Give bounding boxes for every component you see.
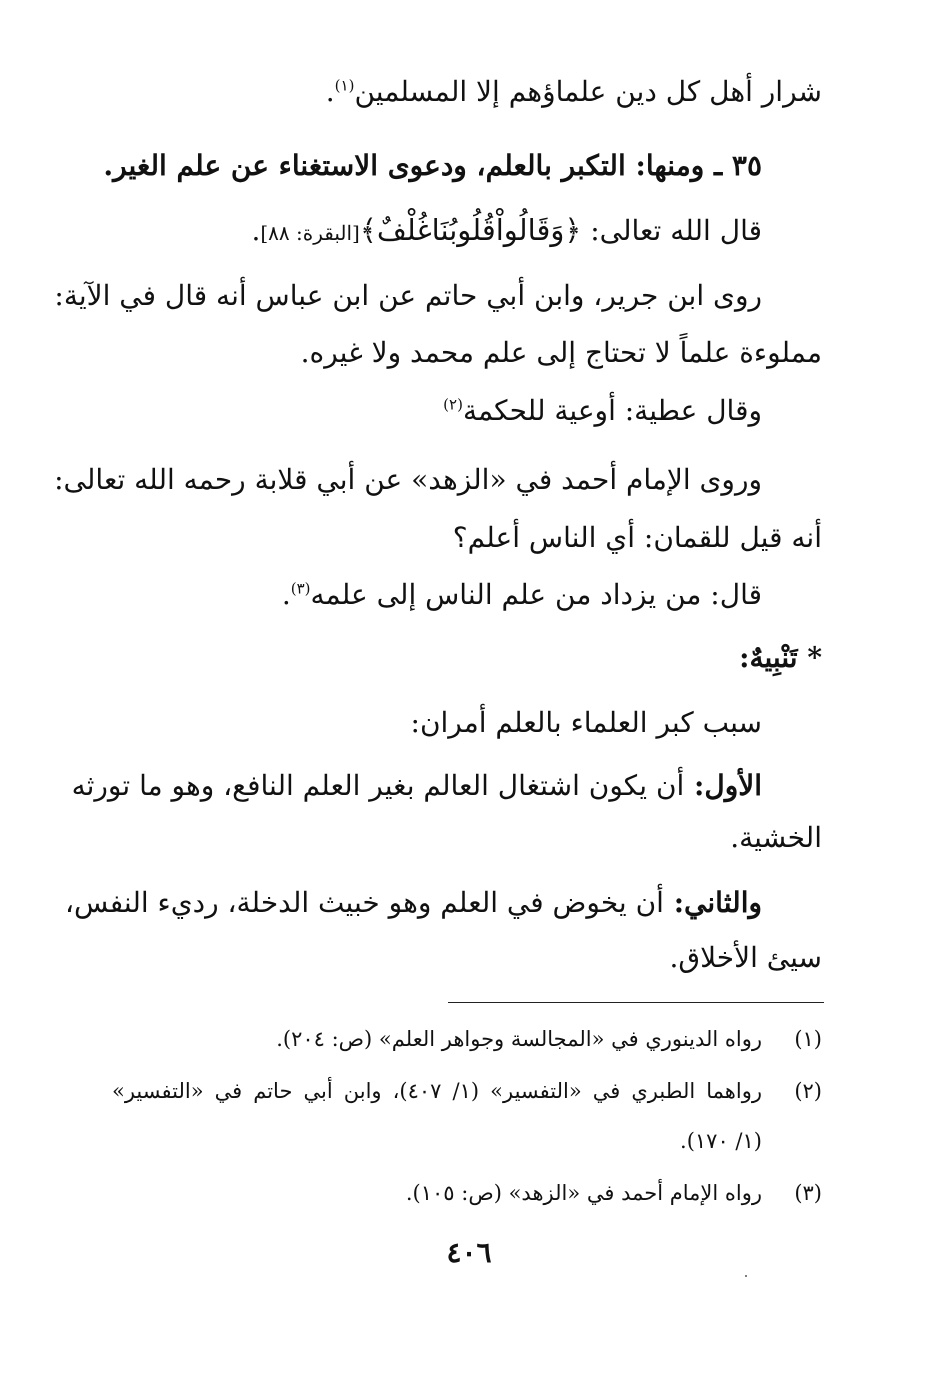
footnote-ref-1: (١) [334, 76, 355, 95]
footnote-3-number: (٣) [794, 1181, 822, 1205]
quran-verse: ﴿وَقَالُواْقُلُوبُنَاغُلْفٌ﴾ [359, 213, 582, 247]
footnote-2-number: (٢) [794, 1079, 822, 1103]
verse-reference: [البقرة: ٨٨] [260, 221, 360, 245]
line-12-text: أن يكون اشتغال العالم بغير العلم النافع، وهو ما تورثه [71, 769, 685, 802]
text-line-6 [112, 391, 762, 431]
section-heading [103, 146, 762, 186]
second-reason-label: والثاني: [663, 886, 762, 919]
line-6-text: وقال عطية: أوعية للحكمة [462, 394, 762, 427]
line-4-text: روى ابن جرير، وابن أبي حاتم عن ابن عباس أنه قال في الآية: [54, 279, 762, 312]
footnote-divider [448, 1002, 824, 1003]
text-line-12 [71, 766, 822, 806]
line-8-text: أنه قيل للقمان: أي الناس أعلم؟ [452, 521, 822, 554]
notice-heading [112, 638, 822, 678]
scan-speck [745, 1275, 747, 1277]
footnote-ref-2: (٢) [443, 395, 463, 414]
text-line-9 [112, 575, 762, 615]
line-14-text: أن يخوض في العلم وهو خبيث الدخلة، رديء النفس، [64, 886, 664, 919]
footnote-2-text: رواهما الطبري في «التفسير» (١/ ٤٠٧)، وابن أبي حاتم في «التفسير» [112, 1079, 762, 1103]
first-reason-label: الأول: [684, 769, 762, 802]
quran-verse-line [112, 210, 762, 253]
footnote-1-number: (١) [794, 1027, 822, 1051]
footnote-1-text: رواه الدينوري في «المجالسة وجواهر العلم» (ص: ٢٠٤). [276, 1027, 762, 1051]
line-9-text: قال: من يزداد من علم الناس إلى علمه [310, 578, 762, 611]
text-line-5 [112, 333, 822, 373]
text-line-4 [54, 276, 822, 316]
text-line-14 [64, 883, 822, 923]
text-line-11 [112, 703, 762, 743]
line-5-text: مملوءة علماً لا تحتاج إلى علم محمد ولا غيره. [300, 336, 822, 369]
page-number: ٤٠٦ [446, 1236, 492, 1269]
notice-heading-text: * تَنْبِيهٌ: [739, 641, 822, 674]
line-9-period: . [281, 578, 291, 611]
verse-period: . [251, 214, 261, 247]
line-1-text: شرار أهل كل دين علماؤهم إلا المسلمين [354, 75, 822, 108]
footnote-ref-3: (٣) [290, 579, 311, 598]
text-line-1: شرار أهل كل دين علماؤهم إلا المسلمين$^{(١)}$. [325, 75, 822, 108]
line-13-text: الخشية. [730, 821, 822, 854]
heading-text: ٣٥ ـ ومنها: التكبر بالعلم، ودعوى الاستغناء عن علم الغير. [103, 149, 762, 182]
text-line-7 [54, 460, 822, 500]
text-line-13 [112, 818, 822, 858]
line-15-text: سيئ الأخلاق. [669, 941, 822, 974]
line-11-text: سبب كبر العلماء بالعلم أمران: [410, 706, 762, 739]
line-7-text: وروى الإمام أحمد في «الزهد» عن أبي قلابة رحمه الله تعالى: [54, 463, 762, 496]
footnote-2-continuation: (١/ ١٧٠). [680, 1129, 762, 1153]
text-line-8 [112, 518, 822, 558]
text-line-15 [112, 938, 822, 978]
verse-intro: قال الله تعالى: [581, 214, 762, 247]
footnote-3-text: رواه الإمام أحمد في «الزهد» (ص: ١٠٥). [405, 1181, 762, 1205]
